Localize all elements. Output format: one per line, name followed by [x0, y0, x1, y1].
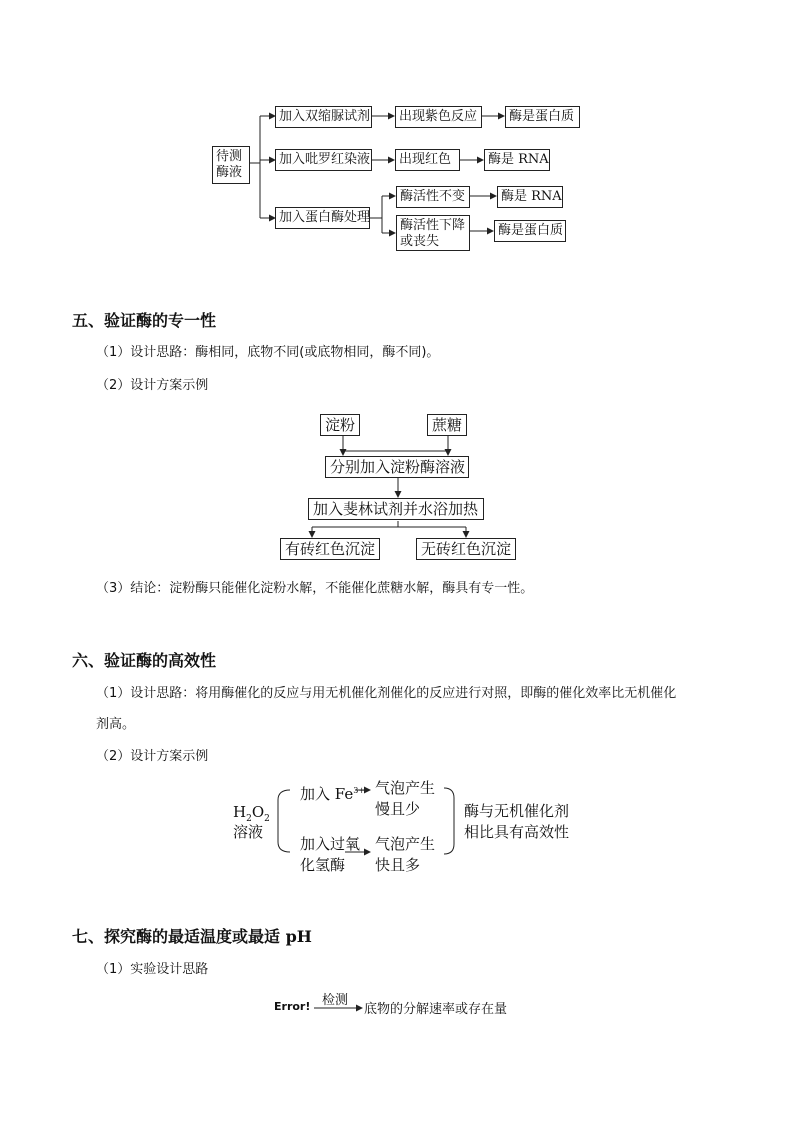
error-text: Error!	[274, 1000, 311, 1013]
section5-p1: （1）设计思路：酶相同，底物不同(或底物相同，酶不同)。	[96, 345, 440, 360]
h2o2-label: $H_2O_2$	[233, 803, 270, 824]
solution-label: 溶液	[233, 823, 264, 841]
flow1-branch3b-line1: 酶活性下降	[400, 218, 466, 233]
flow1-branch3b-line2: 或丧失	[400, 234, 440, 249]
section6-p1b: 剂高。	[96, 717, 136, 732]
section5-p3: （3）结论：淀粉酶只能催化淀粉水解，不能催化蔗糖水解，酶具有专一性。	[96, 581, 534, 596]
flow1-start-line1: 待测	[216, 149, 243, 164]
bottom-result-line2: 快且多	[375, 856, 421, 874]
flow1-branch3b-result	[396, 215, 470, 251]
section6-p1a: （1）设计思路：将用酶催化的反应与用无机催化剂催化的反应进行对照，即酶的催化效率比无机催化	[96, 686, 677, 701]
brick-red-yes-box: 有砖红色沉淀	[280, 538, 380, 560]
flow1-branch1-end: 酶是蛋白质	[505, 106, 580, 128]
add-fe-label: 加入 $Fe^{3+}$	[300, 785, 366, 803]
section7-heading: 七、探究酶的最适温度或最适 pH	[72, 927, 312, 946]
flow1-start-line2: 酶液	[216, 165, 243, 180]
flow1-branch1-result: 出现紫色反应	[395, 106, 482, 128]
conclusion-line1: 酶与无机催化剂	[464, 802, 570, 820]
add-catalase-line1: 加入过氧	[300, 835, 361, 853]
section7-p1: （1）实验设计思路	[96, 962, 209, 977]
flow1-branch3b-end: 酶是蛋白质	[494, 220, 566, 242]
section5-heading: 五、验证酶的专一性	[72, 311, 217, 330]
section6-p2: （2）设计方案示例	[96, 749, 209, 764]
flow1-branch3-box: 加入蛋白酶处理	[275, 207, 370, 229]
flow1-branch1-box: 加入双缩脲试剂	[275, 106, 372, 128]
flow1-branch2-end: 酶是 RNA	[484, 149, 550, 171]
section5-p2: （2）设计方案示例	[96, 378, 209, 393]
flow1-branch2-result: 出现红色	[395, 149, 460, 171]
detect-arrow-label: 检测	[322, 993, 349, 1008]
add-amylase-box: 分别加入淀粉酶溶液	[325, 456, 469, 478]
starch-box: 淀粉	[320, 414, 360, 436]
detect-result: 底物的分解速率或存在量	[364, 1002, 508, 1017]
top-result-line1: 气泡产生	[375, 779, 436, 797]
brick-red-no-box: 无砖红色沉淀	[416, 538, 516, 560]
section6-heading: 六、验证酶的高效性	[72, 651, 217, 670]
flow1-start-box	[212, 146, 250, 184]
conclusion-line2: 相比具有高效性	[464, 823, 570, 841]
flow1-branch3a-result: 酶活性不变	[396, 186, 470, 208]
top-result-line2: 慢且少	[375, 800, 421, 818]
add-fehling-box: 加入斐林试剂并水浴加热	[308, 498, 484, 520]
bottom-result-line1: 气泡产生	[375, 835, 436, 853]
sucrose-box: 蔗糖	[427, 414, 467, 436]
flow1-branch3a-end: 酶是 RNA	[497, 186, 563, 208]
add-catalase-line2: 化氢酶	[300, 856, 346, 874]
flow1-branch2-box: 加入吡罗红染液	[275, 149, 372, 171]
